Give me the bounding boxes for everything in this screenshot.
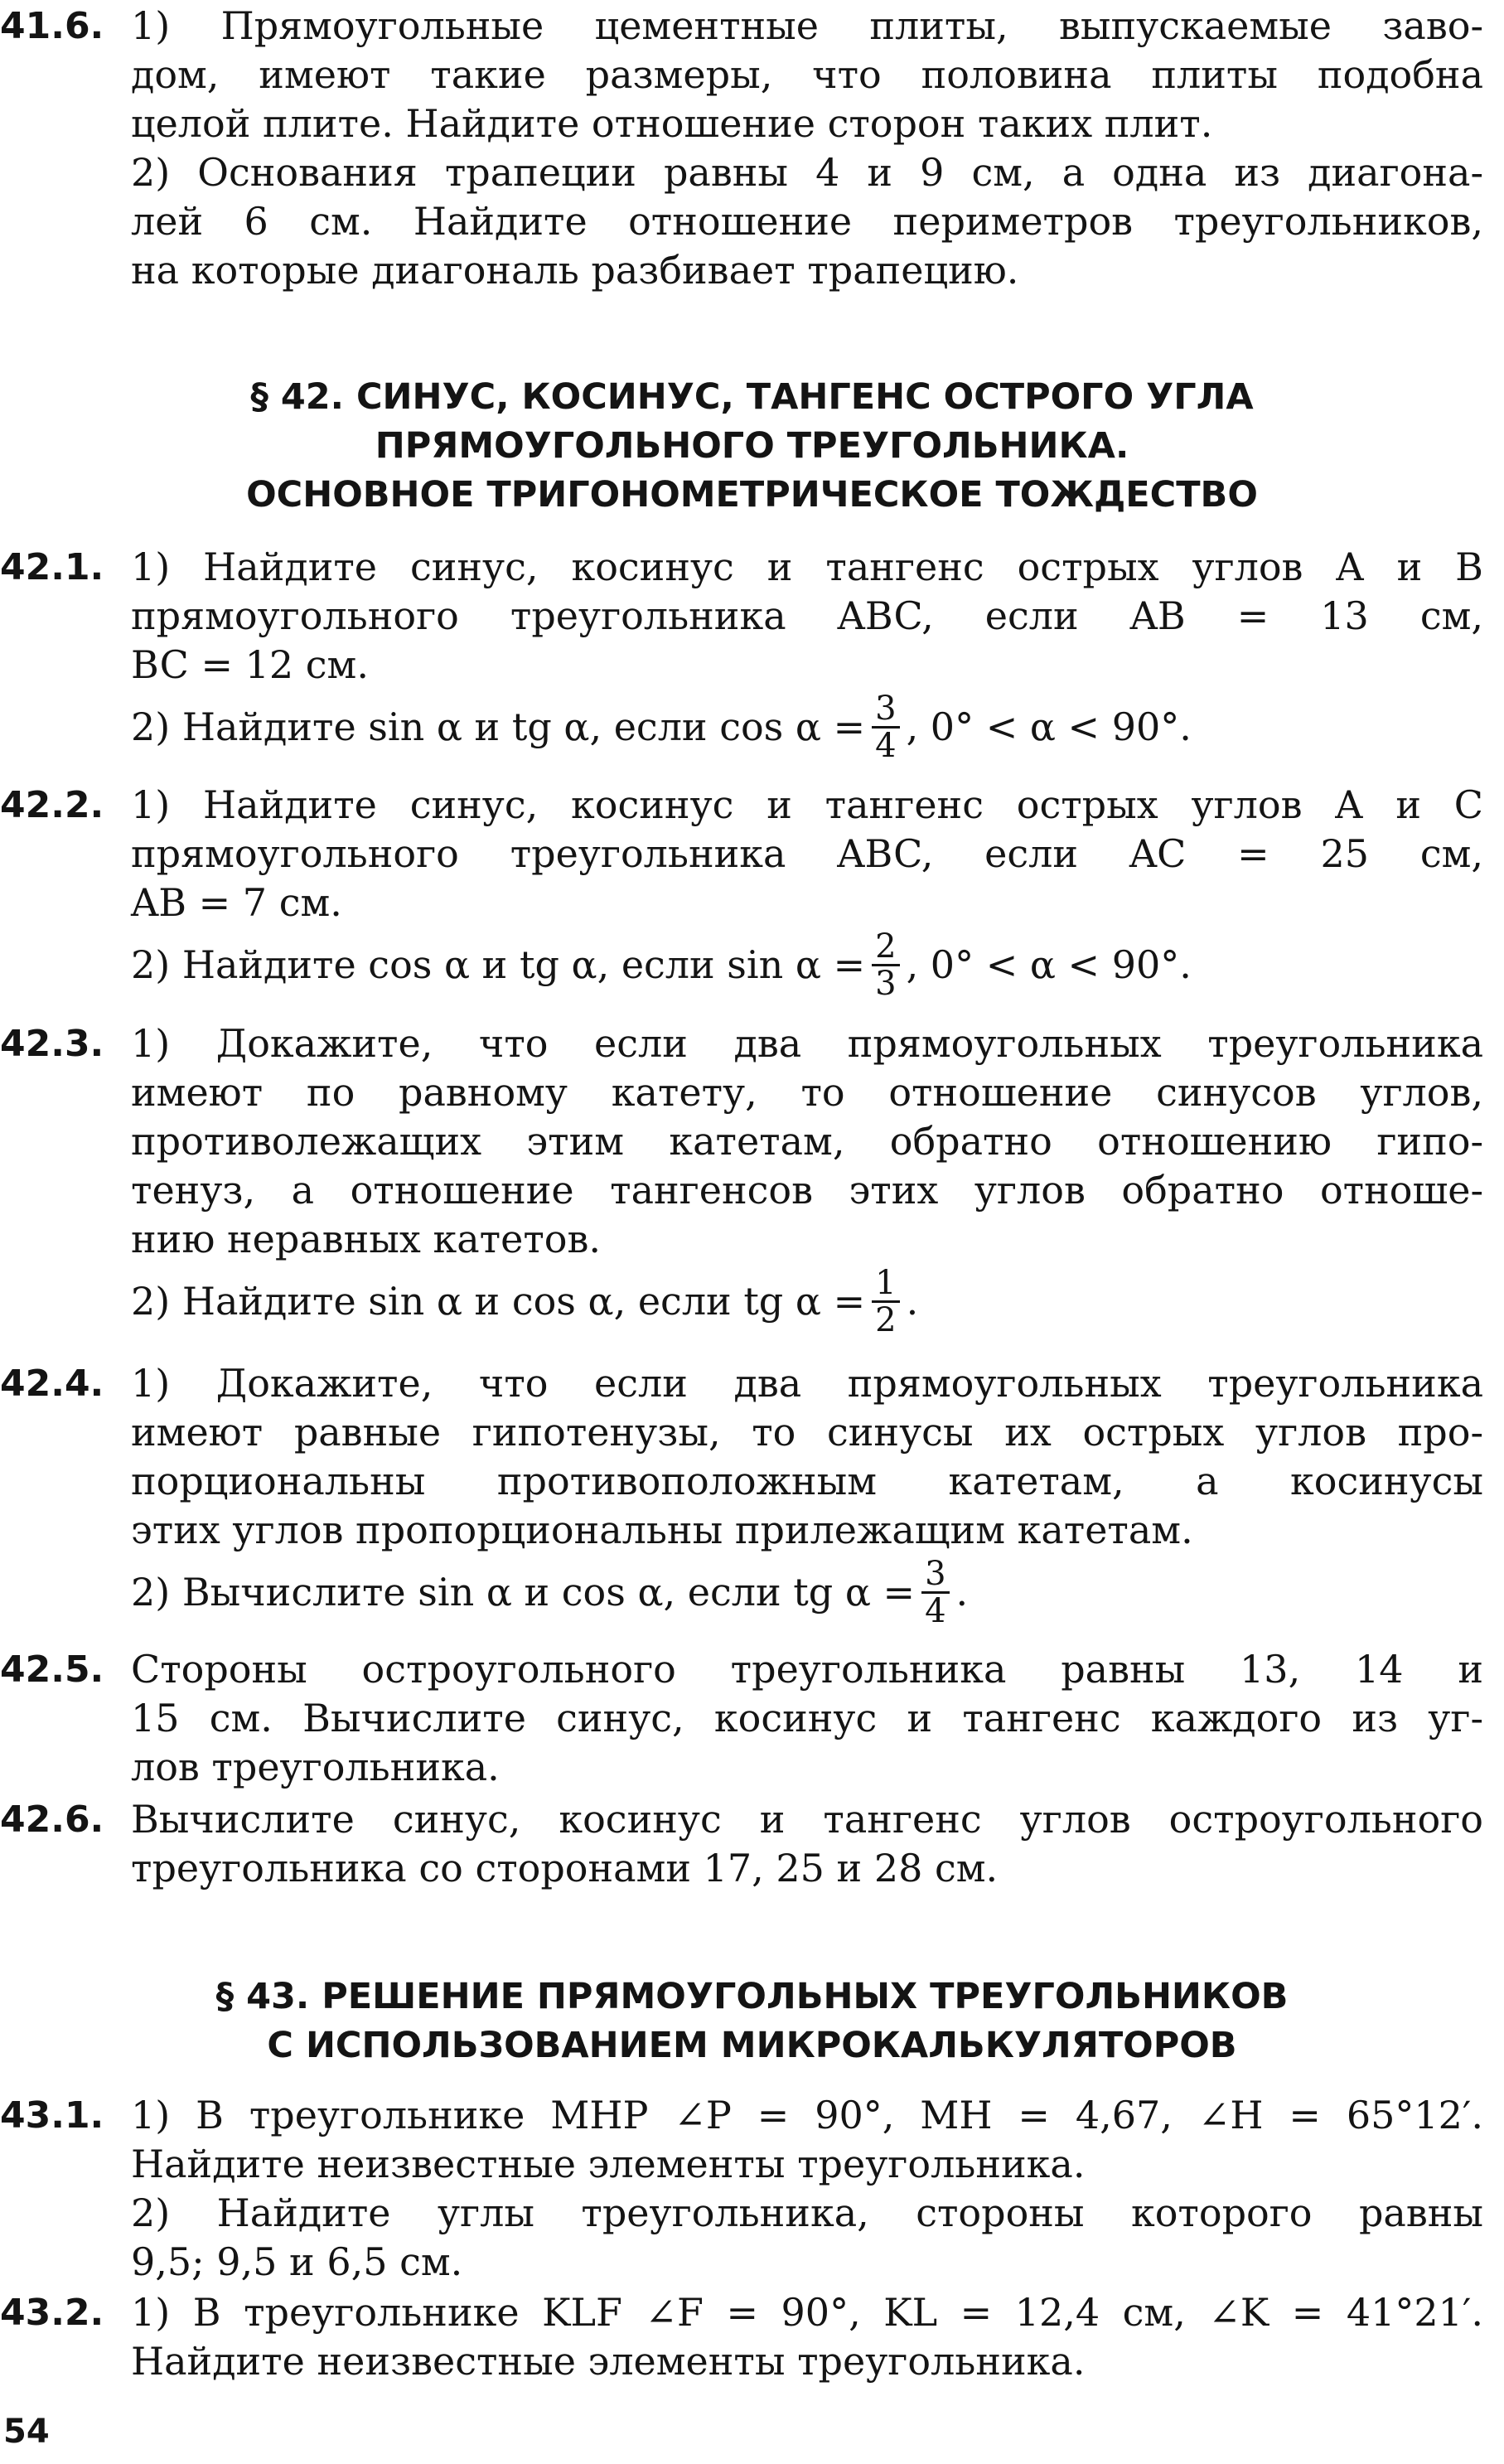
fraction-denominator: 3 [875,964,897,1003]
problem-text [131,1795,1483,1893]
fraction-denominator: 2 [875,1300,897,1339]
problem-text [131,2091,1483,2287]
fraction-prefix: 2) Найдите sin α и cos α, если tg α = [131,1278,866,1324]
text-line: прямоугольного треугольника ABC, если AC = 25 см, [131,831,1483,876]
fraction [921,1556,949,1629]
problem-number: 42.6. [0,1798,104,1841]
text-line-with-fraction [131,1555,1483,1629]
text-line: 15 см. Вычислите синус, косинус и тангенс каждого из уг- [131,1696,1483,1740]
problem-text [131,1019,1483,1338]
text-line: порциональны противоположным катетам, а косинусы [131,1459,1483,1503]
section-43-heading [0,1973,1504,2070]
text-line: имеют равные гипотенузы, то синусы их острых углов про- [131,1410,1483,1455]
fraction-suffix: , 0° < α < 90°. [906,942,1192,987]
problem-number: 42.3. [0,1023,104,1065]
fraction-suffix: , 0° < α < 90°. [906,704,1192,749]
fraction [872,929,899,1001]
text-line: 2) Найдите углы треугольника, стороны которого равны [131,2190,1483,2235]
text-line: тенуз, а отношение тангенсов этих углов обратно отноше- [131,1168,1483,1213]
heading-line: ПРЯМОУГОЛЬНОГО ТРЕУГОЛЬНИКА. [375,425,1129,467]
text-line: прямоугольного треугольника ABC, если AB = 13 см, [131,593,1483,638]
problem-text [131,2,1483,295]
text-line: 9,5; 9,5 и 6,5 см. [131,2239,463,2284]
fraction-numerator: 3 [872,691,899,729]
problem-text [131,781,1483,1002]
problem-text [131,2288,1483,2386]
problem-number: 42.5. [0,1648,104,1691]
text-line: лов треугольника. [131,1745,500,1789]
heading-line: ОСНОВНОЕ ТРИГОНОМЕТРИЧЕСКОЕ ТОЖДЕСТВО [246,474,1258,516]
problem-number: 43.1. [0,2094,104,2137]
fraction-denominator: 4 [925,1591,946,1630]
text-line: Стороны остроугольного треугольника равны 13, 14 и [131,1647,1483,1692]
text-line: 1) В треугольнике MHP ∠P = 90°, MH = 4,67, ∠H = 65°12′. [131,2093,1483,2137]
text-line: 1) Докажите, что если два прямоугольных треугольника [131,1361,1483,1406]
text-line: целой плите. Найдите отношение сторон таких плит. [131,101,1213,146]
fraction-suffix: . [955,1569,969,1614]
text-line: на которые диагональ разбивает трапецию. [131,248,1019,293]
text-line: BC = 12 см. [131,642,369,687]
text-line-with-fraction [131,927,1483,1002]
heading-line: § 42. СИНУС, КОСИНУС, ТАНГЕНС ОСТРОГО УГЛА [250,376,1254,418]
text-line: 1) В треугольнике KLF ∠F = 90°, KL = 12,4 см, ∠K = 41°21′. [131,2290,1483,2335]
text-line-with-fraction [131,1264,1483,1338]
fraction [872,1263,899,1339]
text-line: 1) Докажите, что если два прямоугольных треугольника [131,1021,1483,1066]
problem-number: 42.2. [0,784,104,826]
text-line: Найдите неизвестные элементы треугольника. [131,2339,1086,2384]
fraction-numerator: 1 [872,1266,899,1303]
problem-number: 43.2. [0,2292,104,2334]
text-line: этих углов пропорциональны прилежащим катетам. [131,1508,1193,1552]
fraction-prefix: 2) Вычислите sin α и cos α, если tg α = [131,1569,916,1614]
heading-line: С ИСПОЛЬЗОВАНИЕМ МИКРОКАЛЬКУЛЯТОРОВ [267,2025,1237,2066]
fraction-numerator: 3 [921,1556,949,1594]
problem-number: 42.4. [0,1363,104,1405]
text-line: 1) Прямоугольные цементные плиты, выпускаемые заво- [131,3,1483,48]
text-line: 1) Найдите синус, косинус и тангенс острых углов A и C [131,782,1483,827]
text-line: 2) Основания трапеции равны 4 и 9 см, а одна из диагона- [131,150,1483,195]
fraction-suffix: . [906,1278,919,1324]
text-line: Вычислите синус, косинус и тангенс углов остроугольного [131,1797,1483,1842]
text-line: AB = 7 см. [131,880,342,925]
text-line: дом, имеют такие размеры, что половина плиты подобна [131,52,1483,97]
problem-text [131,1645,1483,1792]
text-line-with-fraction [131,690,1483,764]
heading-line: § 43. РЕШЕНИЕ ПРЯМОУГОЛЬНЫХ ТРЕУГОЛЬНИКОВ [215,1976,1289,2017]
problem-text [131,1359,1483,1629]
text-line: нию неравных катетов. [131,1217,601,1261]
problem-number: 42.1. [0,546,104,588]
text-line: Найдите неизвестные элементы треугольника. [131,2142,1086,2186]
text-line: лей 6 см. Найдите отношение периметров треугольников, [131,199,1483,244]
fraction-prefix: 2) Найдите cos α и tg α, если sin α = [131,942,866,987]
fraction-prefix: 2) Найдите sin α и tg α, если cos α = [131,704,866,749]
text-line: имеют по равному катету, то отношение синусов углов, [131,1070,1483,1115]
fraction-numerator: 2 [872,929,899,966]
problem-text [131,543,1483,764]
page-number: 54 [3,2413,50,2451]
text-line: противолежащих этим катетам, обратно отношению гипо- [131,1119,1483,1164]
fraction-denominator: 4 [875,726,897,765]
text-line: треугольника со сторонами 17, 25 и 28 см. [131,1846,999,1890]
problem-number: 41.6. [0,5,104,47]
fraction [872,691,899,763]
section-42-heading [0,373,1504,520]
text-line: 1) Найдите синус, косинус и тангенс острых углов A и B [131,545,1483,589]
